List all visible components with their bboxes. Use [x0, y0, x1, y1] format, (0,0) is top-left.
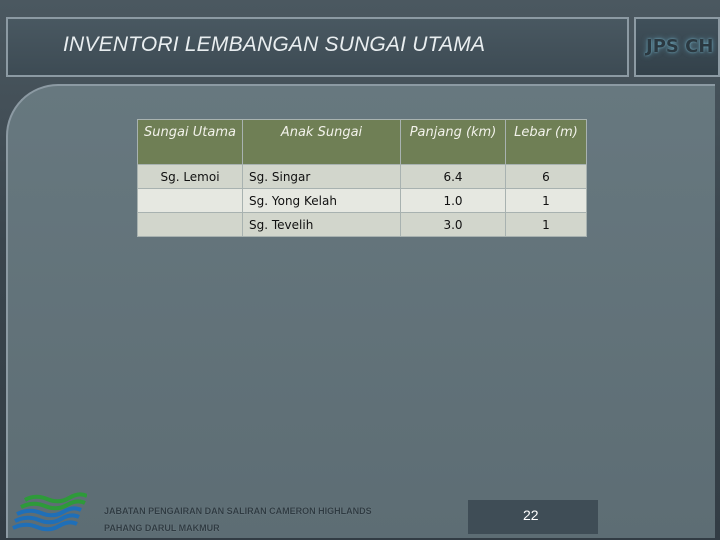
header-anak-sungai: Anak Sungai: [243, 120, 401, 165]
corner-logo: JPS CH: [646, 36, 714, 57]
organization-name: [104, 503, 372, 537]
cell-panjang: 1.0: [401, 189, 506, 213]
cell-anak-sungai: Sg. Yong Kelah: [243, 189, 401, 213]
water-waves-icon: [11, 492, 87, 540]
organization-name-line2: PAHANG DARUL MAKMUR: [104, 523, 220, 533]
cell-lebar: 1: [506, 189, 587, 213]
cell-sungai-utama: [138, 213, 243, 237]
cell-sungai-utama: [138, 189, 243, 213]
cell-lebar: 1: [506, 213, 587, 237]
slide-title: INVENTORI LEMBANGAN SUNGAI UTAMA: [63, 33, 486, 56]
cell-panjang: 3.0: [401, 213, 506, 237]
table-row: [138, 165, 587, 189]
organization-name-line1: JABATAN PENGAIRAN DAN SALIRAN CAMERON HIGHLANDS: [104, 506, 372, 516]
header-sungai-utama: Sungai Utama: [138, 120, 243, 165]
cell-anak-sungai: Sg. Singar: [243, 165, 401, 189]
cell-lebar: 6: [506, 165, 587, 189]
header-panjang: Panjang (km): [401, 120, 506, 165]
river-inventory-table: [137, 119, 587, 237]
table-header-row: [138, 120, 587, 165]
table-row: [138, 213, 587, 237]
table-row: [138, 189, 587, 213]
cell-panjang: 6.4: [401, 165, 506, 189]
page-number: 22: [523, 507, 539, 523]
cell-anak-sungai: Sg. Tevelih: [243, 213, 401, 237]
header-lebar: Lebar (m): [506, 120, 587, 165]
cell-sungai-utama: Sg. Lemoi: [138, 165, 243, 189]
